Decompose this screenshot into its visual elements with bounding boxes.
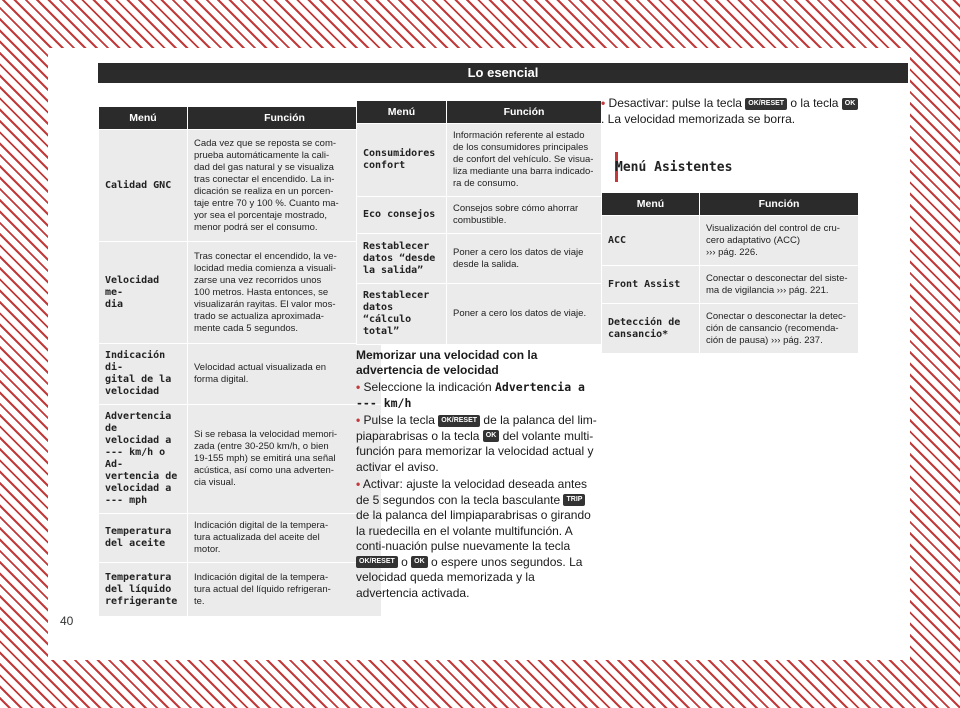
list-item — [601, 96, 859, 127]
table-row — [357, 124, 602, 197]
function-cell: Cada vez que se reposta se com- prueba automáticamente la cali- dad del gas natural y se visualiza tras conectar el encendido. La in- dicación se realiza en un porcen- taje entre 70 y 100 %. Cuanto ma- yor sea el porcentaje mostrado, menor podrá ser el consumo. — [188, 130, 382, 242]
ok-key-icon: OK — [842, 98, 859, 110]
bullet-text: o la tecla — [787, 96, 842, 110]
bullet-text: . La velocidad memorizada se borra. — [601, 111, 796, 126]
table-row — [99, 130, 382, 242]
bullet-text: o espere unos segundos. La velocidad queda memorizada y la advertencia activada. — [356, 554, 583, 600]
table-row — [357, 284, 602, 345]
bullet-icon: • — [601, 96, 606, 110]
bullet-text: o — [397, 554, 412, 569]
function-cell: Información referente al estado de los consumidores principales de confort del vehículo. Se visua- liza mediante una barra indicado- ra de consumo. — [447, 124, 602, 197]
table-header-row — [602, 193, 859, 216]
speed-warning-instructions — [356, 348, 598, 603]
ok-reset-key-icon: OK/RESET — [745, 98, 787, 110]
column-header-function: Función — [188, 107, 382, 130]
section-heading: Memorizar una velocidad con la advertencia de velocidad — [356, 348, 538, 377]
menu-cell: Advertencia de velocidad a --- km/h o Ad- vertencia de velocidad a --- mph — [99, 405, 188, 514]
menu-cell: Detección de cansancio* — [602, 304, 700, 354]
table-row — [99, 563, 382, 617]
table-consumption-menu — [356, 100, 602, 345]
table-row — [602, 266, 859, 304]
ok-reset-key-icon: OK/RESET — [356, 556, 398, 568]
table-row — [602, 216, 859, 266]
column-header-menu: Menú — [357, 101, 447, 124]
bullet-icon: • — [356, 413, 361, 427]
bullet-icon: • — [356, 380, 361, 394]
function-cell: Consejos sobre cómo ahorrar combustible. — [447, 197, 602, 234]
bullet-text: del volante multi-función para memorizar la velocidad actual y activar el aviso. — [356, 428, 594, 474]
table-row — [99, 405, 382, 514]
function-cell: Indicación digital de la tempera- tura actual del líquido refrigeran- te. — [188, 563, 382, 617]
table-row — [99, 514, 382, 563]
bullet-text: Activar: ajuste la velocidad deseada antes de 5 segundos con la tecla basculante — [356, 477, 588, 507]
page-header: Lo esencial — [98, 63, 908, 83]
menu-cell: Velocidad me- dia — [99, 242, 188, 344]
function-cell: Indicación digital de la tempera- tura actualizada del aceite del motor. — [188, 514, 382, 563]
table-header-row — [357, 101, 602, 124]
menu-cell: Consumidores confort — [357, 124, 447, 197]
table-row — [357, 234, 602, 284]
page — [48, 48, 910, 660]
bullet-text: Desactivar: pulse la tecla — [608, 96, 746, 110]
ok-key-icon: OK — [483, 430, 500, 442]
bullet-text: de la palanca del limpiaparabrisas o girando la ruedecilla en el volante multifunción. A conti-nuación pulse nuevamente la tecla — [356, 508, 591, 553]
menu-cell: ACC — [602, 216, 700, 266]
table-row — [602, 304, 859, 354]
section-title: Menú Asistentes — [615, 160, 733, 175]
function-cell: Poner a cero los datos de viaje desde la salida. — [447, 234, 602, 284]
list-item — [356, 380, 598, 411]
ok-reset-key-icon: OK/RESET — [438, 415, 480, 427]
bullet-text: de la palanca del lim-piaparabrisas o la tecla — [356, 413, 597, 443]
menu-cell: Restablecer datos “desde la salida” — [357, 234, 447, 284]
menu-cell: Restablecer datos “cálculo total” — [357, 284, 447, 345]
table-header-row — [99, 107, 382, 130]
page-number: 40 — [60, 614, 74, 628]
bullet-icon: • — [356, 477, 361, 491]
menu-cell: Calidad GNC — [99, 130, 188, 242]
function-cell: Poner a cero los datos de viaje. — [447, 284, 602, 345]
menu-cell: Temperatura del líquido refrigerante — [99, 563, 188, 617]
column-header-function: Función — [700, 193, 859, 216]
table-trip-menu — [98, 106, 382, 617]
menu-cell: Indicación di- gital de la velocidad — [99, 344, 188, 405]
menu-cell: Temperatura del aceite — [99, 514, 188, 563]
trip-key-icon: TRIP — [563, 494, 585, 506]
function-cell: Velocidad actual visualizada en forma digital. — [188, 344, 382, 405]
deactivate-instructions — [601, 96, 859, 129]
table-assistants-menu — [601, 192, 859, 354]
bullet-text: Seleccione la indicación — [363, 380, 495, 394]
ok-key-icon: OK — [411, 556, 428, 568]
function-cell: Visualización del control de cru- cero adaptativo (ACC) ››› pág. 226. — [700, 216, 859, 266]
table-row — [99, 344, 382, 405]
column-header-menu: Menú — [99, 107, 188, 130]
menu-option-name: Advertencia a --- km/h — [356, 380, 585, 410]
bullet-text: Pulse la tecla — [363, 413, 439, 427]
function-cell: Tras conectar el encendido, la ve- locidad media comienza a visuali- zarse una vez recorridos unos 100 metros. Hasta entonces, se visualizarán rayitas. El valor mos- trado se actualiza aproximada- mente cada 5 segundos. — [188, 242, 382, 344]
table-row — [99, 242, 382, 344]
column-header-function: Función — [447, 101, 602, 124]
column-header-menu: Menú — [602, 193, 700, 216]
list-item — [356, 477, 598, 601]
function-cell: Si se rebasa la velocidad memori- zada (entre 30-250 km/h, o bien 19-155 mph) se emitirá una señal acústica, así como una adverten- cia visual. — [188, 405, 382, 514]
menu-cell: Eco consejos — [357, 197, 447, 234]
menu-cell: Front Assist — [602, 266, 700, 304]
function-cell: Conectar o desconectar la detec- ción de cansancio (recomenda- ción de pausa) ››› pág. 237. — [700, 304, 859, 354]
function-cell: Conectar o desconectar del siste- ma de vigilancia ››› pág. 221. — [700, 266, 859, 304]
table-row — [357, 197, 602, 234]
list-item — [356, 413, 598, 475]
